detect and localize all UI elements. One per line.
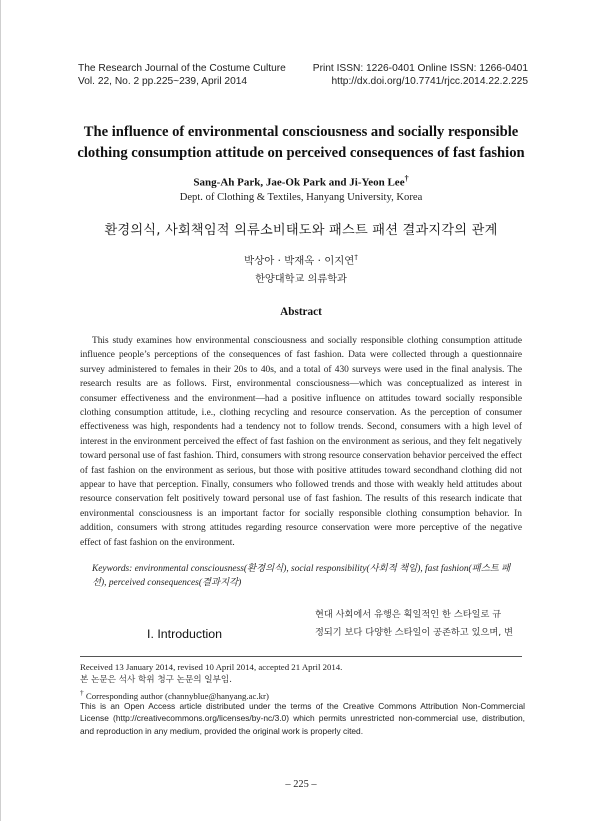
journal-name: The Research Journal of the Costume Culture: [78, 63, 286, 74]
korean-title: 환경의식, 사회책임적 의류소비태도와 패스트 패션 결과지각의 관계: [104, 223, 498, 238]
running-header-right: [313, 63, 528, 88]
footnote-divider: [80, 656, 522, 657]
korean-author-list: [61, 252, 541, 267]
korean-corresponding-mark: †: [354, 253, 358, 262]
introduction-line-2: 정되기 보다 다양한 스타일이 공존하고 있으며, 변: [315, 627, 513, 638]
paper-title: [61, 122, 541, 164]
page-number: ‒ 225 ‒: [285, 779, 317, 790]
abstract-heading: Abstract: [280, 306, 322, 318]
keywords-label: Keywords:: [92, 564, 133, 574]
running-header-left: [78, 63, 286, 88]
korean-author-names: 박상아 · 박재옥 · 이지연: [244, 255, 355, 267]
affiliation: Dept. of Clothing & Textiles, Hanyang University, Korea: [179, 192, 423, 203]
author-names: Sang-Ah Park, Jae-Ok Park and Ji-Yeon Lee: [193, 176, 405, 189]
volume-info: Vol. 22, No. 2 pp.225~239, April 2014: [78, 75, 248, 87]
license-note: This is an Open Access article distributed under the terms of the Creative Commons Attribution Non-Commercial License (http://creativecommons.org/licenses/by-nc/3.0) which permits unrestricted non-commercial use, distribution, and reproduction in any medium, provided the original work is properly cited.: [80, 701, 525, 736]
korean-affiliation: 한양대학교 의류학과: [255, 274, 347, 285]
introduction-heading: I. Introduction: [147, 627, 223, 641]
keywords-text: environmental consciousness(환경의식), social responsibility(사회적 책임), fast fashion(패스트 패션), perceived consequences(결과지각): [92, 564, 511, 589]
author-list: [61, 174, 541, 189]
title-line-1: The influence of environmental consciousness and socially responsible: [83, 124, 519, 140]
issn-info: Print ISSN: 1226-0401 Online ISSN: 1266-0401: [312, 63, 528, 74]
corresponding-author-mark: †: [404, 174, 409, 183]
doi-link[interactable]: http://dx.doi.org/10.7741/rjcc.2014.22.2.225: [331, 75, 528, 87]
corresponding-author-email[interactable]: Corresponding author (channyblue@hanyang.ac.kr): [83, 690, 269, 701]
title-line-2: clothing consumption attitude on perceived consequences of fast fashion: [77, 145, 525, 161]
introduction-line-1: 현대 사회에서 유행은 획일적인 한 스타일로 규: [315, 609, 502, 620]
keywords-block: [80, 562, 522, 591]
thesis-note: 본 논문은 석사 학위 청구 논문의 일부임.: [80, 675, 232, 685]
corresponding-note-mark: †: [80, 688, 84, 697]
introduction-text: [315, 606, 523, 642]
abstract-text: This study examines how environmental consciousness and socially responsible clothing consumption attitude influence people’s perceptions of the consequences of fast fashion. Data were collected through a questionnaire survey administered to females in their 20s to 40s, and a total of 430 surveys were used in the final analysis. The research results are as follows. First, environmental consciousness—which was conceptualized as interest in consumer effectiveness and the environment—had a positive influence on attitudes toward socially responsible clothing consumption attitude, i.e., clothing recycling and resource conservation. As the perception of consumer effectiveness was high, respondents had a tendency not to follow trends. Second, consumers with a high level of interest in the environment perceived the effect of fast fashion on the environment as serious, and they felt negatively toward personal use of fast fashion. Third, consumers with strong resource conservation behavior perceived the effect of fast fashion on the environment as serious, but those with positive attitudes toward secondhand clothing did not appear to have that perception. Finally, consumers who followed trends and those with weakly held attitudes about resource conservation felt positively toward personal use of fast fashion. The results of this research indicate that environmental consciousness is an important factor for socially responsible clothing consumption behavior. In addition, consumers with strong attitudes regarding resource conservation were more perceptive of the negative effect of fast fashion on the environment.: [80, 336, 522, 548]
received-dates: Received 13 January 2014, revised 10 April 2014, accepted 21 April 2014.: [80, 662, 343, 672]
